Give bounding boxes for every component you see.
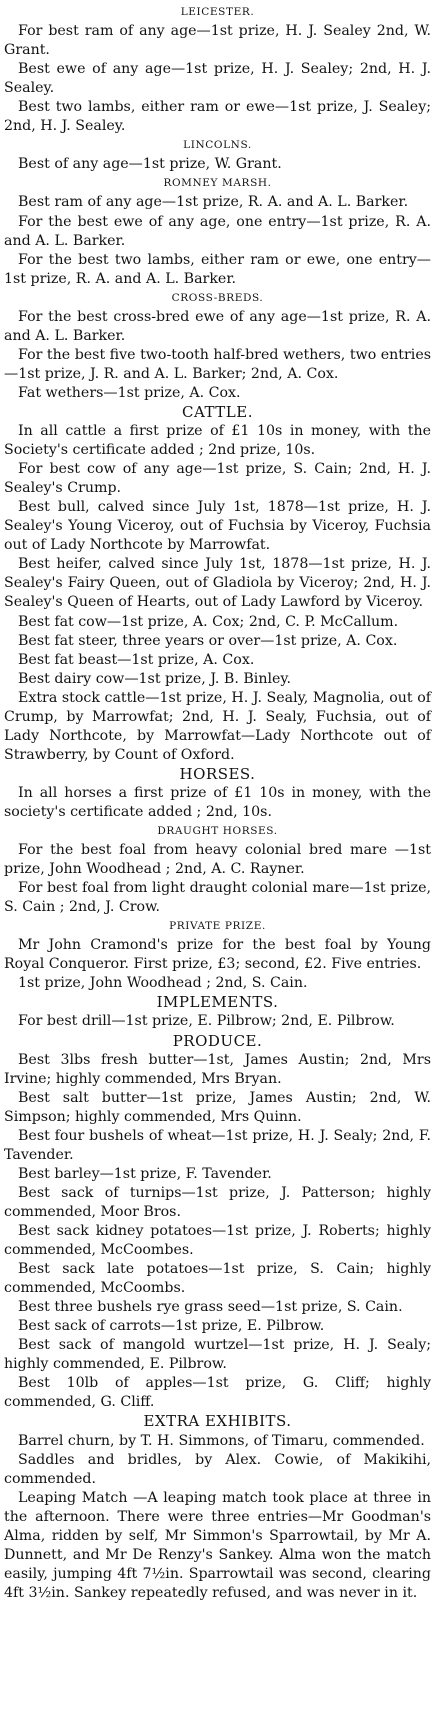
paragraph: Best two lambs, either ram or ewe—1st prize, J. Sealey; 2nd, H. J. Sealey. [4, 99, 431, 135]
paragraph: Best four bushels of wheat—1st prize, H. J. Sealy; 2nd, F. Tavender. [4, 1127, 431, 1163]
section-heading-extra-exhibits: EXTRA EXHIBITS. [143, 1412, 292, 1431]
section-heading-romney-marsh: ROMNEY MARSH. [163, 177, 272, 190]
section-heading-cross-breds: CROSS-BREDS. [171, 291, 264, 304]
section-heading-implements: IMPLEMENTS. [156, 993, 279, 1012]
section-heading-cattle: CATTLE. [182, 402, 253, 421]
paragraph: Best barley—1st prize, F. Tavender. [18, 1165, 272, 1182]
paragraph: For best drill—1st prize, E. Pilbrow; 2nd, E. Pilbrow. [18, 1013, 395, 1030]
paragraph: Fat wethers—1st prize, A. Cox. [18, 384, 241, 401]
paragraph: For best foal from light draught colonial mare—1st prize, S. Cain ; 2nd, J. Crow. [4, 880, 431, 916]
section-heading-produce: PRODUCE. [172, 1031, 263, 1050]
paragraph: Best dairy cow—1st prize, J. B. Binley. [18, 670, 292, 687]
paragraph: Best of any age—1st prize, W. Grant. [18, 156, 282, 173]
paragraph: For the best cross-bred ewe of any age—1st prize, R. A. and A. L. Barker. [4, 308, 431, 344]
section-heading-lincolns: LINCOLNS. [183, 139, 252, 152]
paragraph: Best salt butter—1st prize, James Austin; 2nd, W. Simpson; highly commended, Mrs Quinn. [4, 1089, 431, 1125]
paragraph: Best sack kidney potatoes—1st prize, J. Roberts; highly commended, McCoombes. [4, 1223, 431, 1259]
paragraph: Best fat cow—1st prize, A. Cox; 2nd, C. P. McCallum. [18, 613, 399, 630]
section-heading-private-prize: PRIVATE PRIZE. [169, 920, 266, 933]
paragraph: Best three bushels rye grass seed—1st prize, S. Cain. [18, 1299, 403, 1316]
paragraph: In all cattle a first prize of £1 10s in money, with the Society's certificate added ; 2nd prize, 10s. [4, 423, 431, 459]
paragraph: Best heifer, calved since July 1st, 1878—1st prize, H. J. Sealey's Fairy Queen, out of Gladiola by Viceroy; 2nd, H. J. Sealey's Queen of Hearts, out of Lady Lawford by Viceroy. [4, 556, 431, 611]
paragraph: Barrel churn, by T. H. Simmons, of Timaru, commended. [18, 1432, 425, 1449]
paragraph: For the best five two-tooth half-bred wethers, two entries—1st prize, J. R. and A. L. Barker; 2nd, A. Cox. [4, 346, 431, 382]
paragraph: Best 10lb of apples—1st prize, G. Cliff; highly commended, G. Cliff. [4, 1375, 431, 1411]
paragraph: Leaping Match —A leaping match took place at three in the afternoon. There were three entries—Mr Goodman's Alma, ridden by self, Mr Simmon's Sparrowtail, by Mr A. Dunnett, and Mr De Renzy's Sankey. Alma won the match easily, jumping 4ft 7½in. Sparrowtail was second, clearing 4ft 3½in. Sankey repeatedly refused, and was never in it. [4, 1489, 431, 1601]
paragraph: For best cow of any age—1st prize, S. Cain; 2nd, H. J. Sealey's Crump. [4, 461, 431, 497]
paragraph: Mr John Cramond's prize for the best foal by Young Royal Conqueror. First prize, £3; second, £2. Five entries. [4, 937, 431, 973]
paragraph: Best fat beast—1st prize, A. Cox. [18, 651, 255, 668]
paragraph: Best sack late potatoes—1st prize, S. Cain; highly commended, McCoombs. [4, 1261, 431, 1297]
paragraph: Extra stock cattle—1st prize, H. J. Sealy, Magnolia, out of Crump, by Marrowfat; 2nd, H. J. Sealy, Fuchsia, out of Lady Northcote, by Marrowfat—Lady Northcote out of Strawberry, by Count of Oxford. [4, 689, 431, 763]
paragraph: Best sack of mangold wurtzel—1st prize, H. J. Sealy; highly commended, E. Pilbrow. [4, 1337, 431, 1373]
paragraph: Best sack of turnips—1st prize, J. Patterson; highly commended, Moor Bros. [4, 1184, 431, 1220]
paragraph: 1st prize, John Woodhead ; 2nd, S. Cain. [18, 975, 308, 992]
paragraph: In all horses a first prize of £1 10s in money, with the society's certificate added ; 2nd, 10s. [4, 784, 431, 820]
paragraph: Best fat steer, three years or over—1st prize, A. Cox. [18, 632, 398, 649]
paragraph: Best ram of any age—1st prize, R. A. and A. L. Barker. [18, 194, 409, 211]
section-heading-draught-horses: DRAUGHT HORSES. [157, 825, 278, 838]
paragraph: Saddles and bridles, by Alex. Cowie, of Makikihi, commended. [4, 1451, 431, 1487]
paragraph: For the best ewe of any age, one entry—1st prize, R. A. and A. L. Barker. [4, 213, 431, 249]
paragraph: For the best foal from heavy colonial bred mare —1st prize, John Woodhead ; 2nd, A. C. Rayner. [4, 842, 431, 878]
paragraph: Best ewe of any age—1st prize, H. J. Sealey; 2nd, H. J. Sealey. [4, 61, 431, 97]
section-heading-leicester: LEICESTER. [180, 6, 255, 18]
paragraph: For best ram of any age—1st prize, H. J. Sealey 2nd, W. Grant. [4, 23, 431, 59]
paragraph: Best bull, calved since July 1st, 1878—1st prize, H. J. Sealey's Young Viceroy, out of Fuchsia by Viceroy, Fuchsia out of Lady Northcote by Marrowfat. [4, 499, 431, 554]
paragraph: Best sack of carrots—1st prize, E. Pilbrow. [18, 1318, 325, 1335]
paragraph: For the best two lambs, either ram or ewe, one entry—1st prize, R. A. and A. L. Barker. [4, 251, 431, 287]
section-heading-horses: HORSES. [179, 764, 256, 783]
paragraph: Best 3lbs fresh butter—1st, James Austin; 2nd, Mrs Irvine; highly commended, Mrs Bryan. [4, 1051, 431, 1087]
